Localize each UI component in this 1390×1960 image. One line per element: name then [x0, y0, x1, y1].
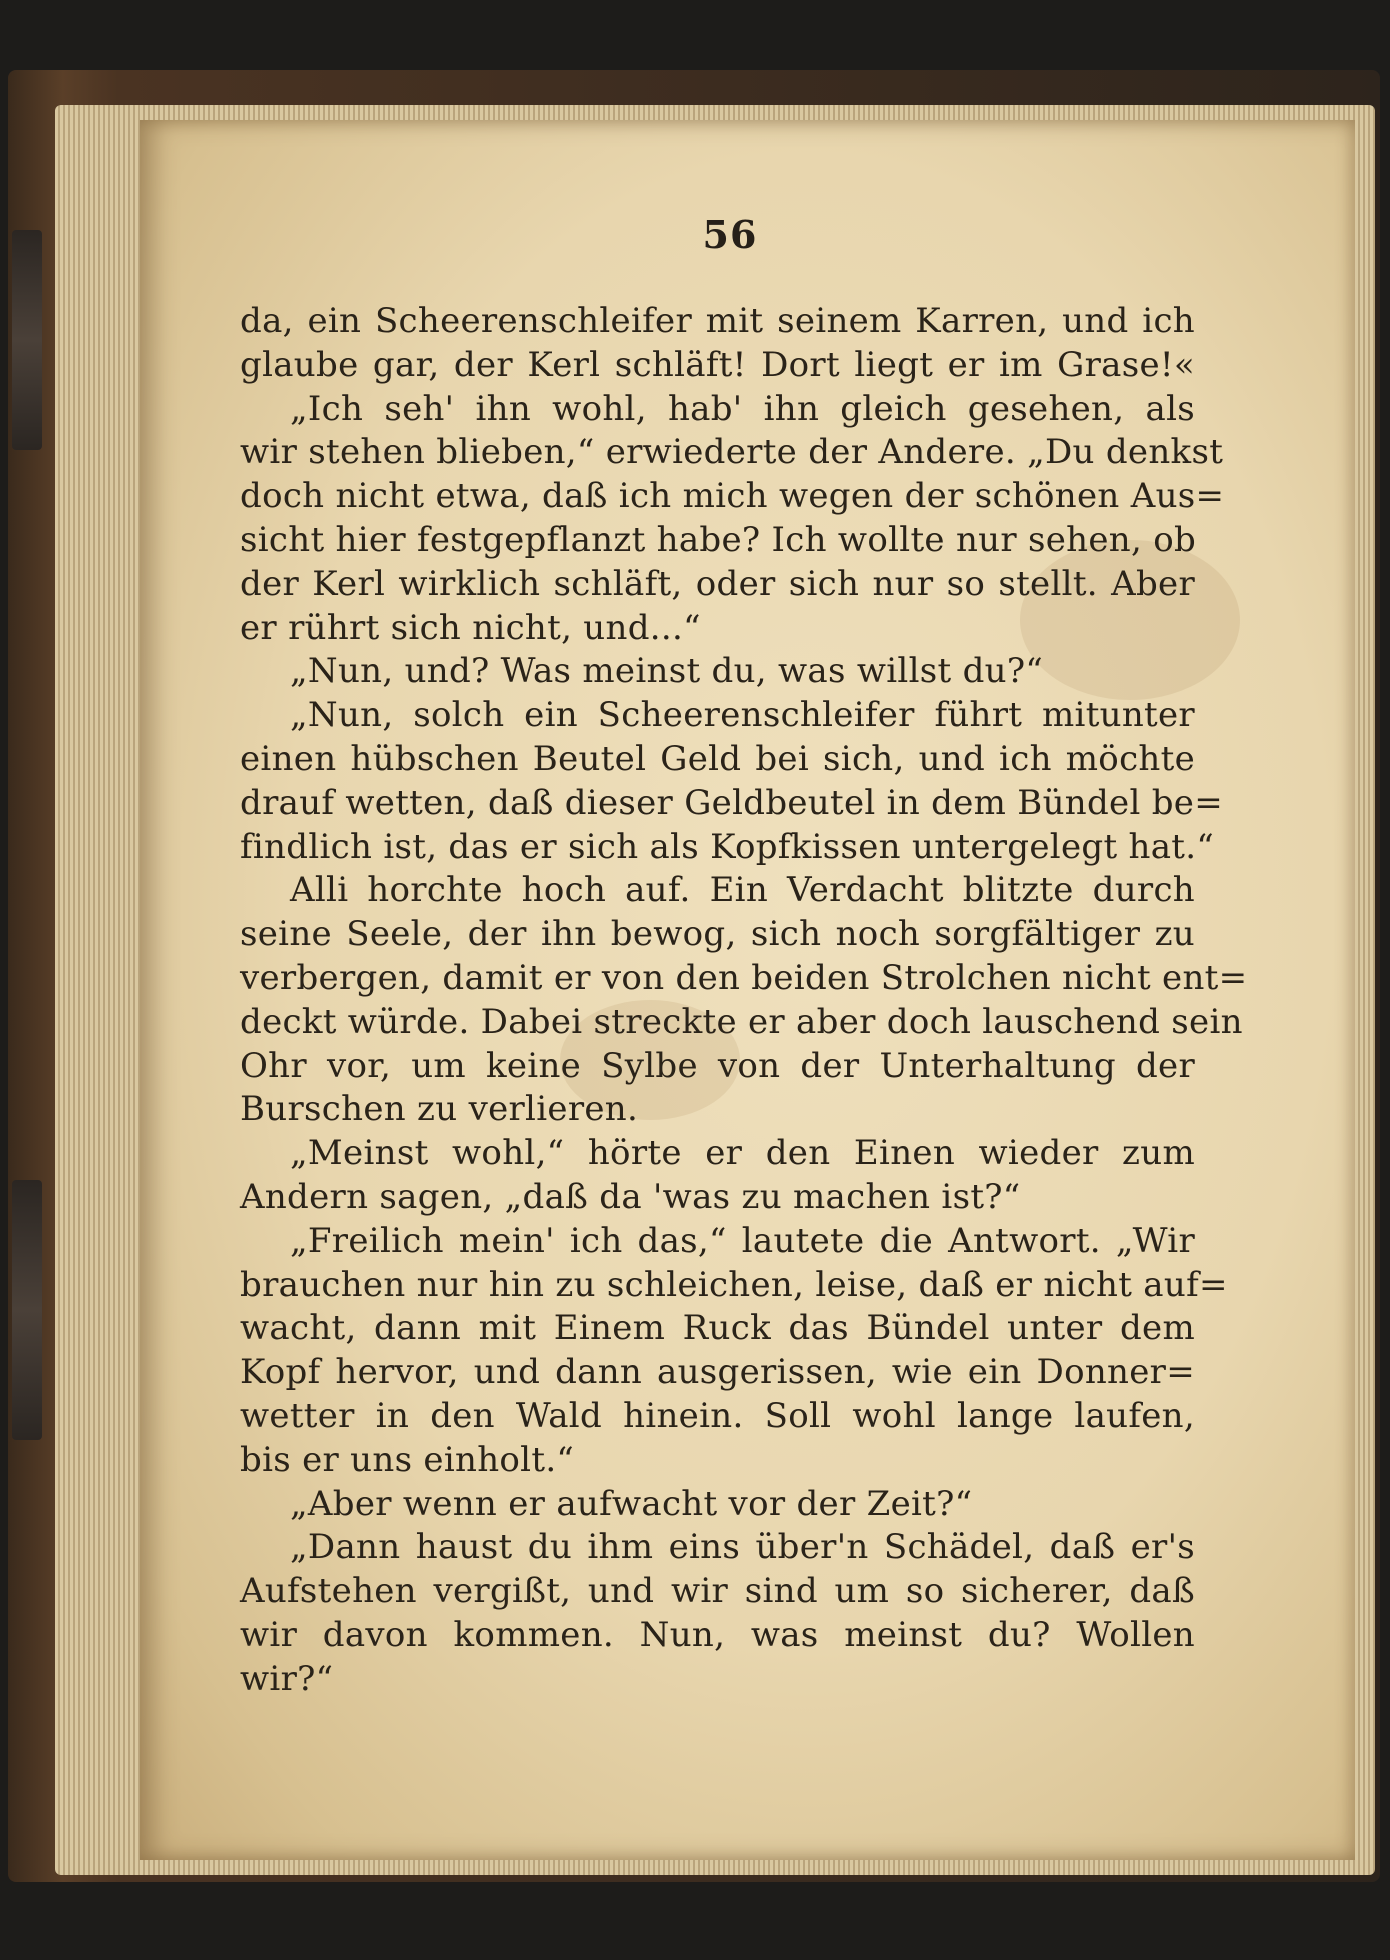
text-line: brauchen nur hin zu schleichen, leise, daß er nicht auf=: [240, 1264, 1228, 1305]
text-line: „Nun, und? Was meinst du, was willst du?“: [290, 651, 1044, 692]
text-line: „Aber wenn er aufwacht vor der Zeit?“: [290, 1483, 973, 1524]
text-line: Andern sagen, „daß da 'was zu machen ist?“: [240, 1176, 1021, 1217]
page-number: 56: [702, 212, 758, 257]
text-line: glaube gar, der Kerl schläft! Dort liegt er im Grase!«: [240, 344, 1195, 385]
text-line: verbergen, damit er von den beiden Strolchen nicht ent=: [240, 957, 1248, 998]
text-line: da, ein Scheerenschleifer mit seinem Karren, und ich: [240, 301, 1195, 341]
text-line: drauf wetten, daß dieser Geldbeutel in dem Bündel be=: [240, 782, 1224, 823]
text-line: einen hübschen Beutel Geld bei sich, und ich möchte: [240, 738, 1195, 779]
body-text: [240, 300, 1248, 1702]
text-line: der Kerl wirklich schläft, oder sich nur so stellt. Aber: [240, 563, 1195, 604]
text-line: Aufstehen vergißt, und wir sind um so sicherer, daß: [240, 1571, 1195, 1612]
text-line: er rührt sich nicht, und...“: [240, 607, 701, 648]
text-line: findlich ist, das er sich als Kopfkissen untergelegt hat.“: [240, 826, 1215, 867]
text-line: sicht hier festgepflanzt habe? Ich wollte nur sehen, ob: [240, 519, 1197, 560]
text-line: seine Seele, der ihn bewog, sich noch sorgfältiger zu: [240, 914, 1195, 955]
text-line: „Dann haust du ihm eins über'n Schädel, daß er's: [290, 1527, 1195, 1568]
cover-corner-band: [12, 1180, 42, 1440]
text-line: Burschen zu verlieren.: [240, 1089, 639, 1130]
text-line: wir davon kommen. Nun, was meinst du? Wollen: [240, 1614, 1195, 1655]
text-line: wir?“: [240, 1658, 334, 1699]
text-line: „Meinst wohl,“ hörte er den Einen wieder zum: [290, 1133, 1195, 1174]
text-line: wetter in den Wald hinein. Soll wohl lange laufen,: [240, 1395, 1195, 1436]
text-line: „Ich seh' ihn wohl, hab' ihn gleich gesehen, als: [290, 388, 1195, 429]
text-line: wir stehen blieben,“ erwiederte der Andere. „Du denkst: [240, 432, 1224, 473]
text-line: „Freilich mein' ich das,“ lautete die Antwort. „Wir: [290, 1220, 1195, 1261]
text-line: wacht, dann mit Einem Ruck das Bündel unter dem: [240, 1308, 1195, 1349]
text-line: deckt würde. Dabei streckte er aber doch lauschend sein: [240, 1001, 1243, 1042]
text-line: bis er uns einholt.“: [240, 1439, 575, 1480]
cover-corner-band: [12, 230, 42, 450]
text-line: „Nun, solch ein Scheerenschleifer führt mitunter: [290, 695, 1195, 736]
text-line: Kopf hervor, und dann ausgerissen, wie ein Donner=: [240, 1352, 1195, 1393]
text-line: Alli horchte hoch auf. Ein Verdacht blitzte durch: [290, 870, 1195, 911]
text-line: doch nicht etwa, daß ich mich wegen der schönen Aus=: [240, 476, 1225, 517]
text-line: Ohr vor, um keine Sylbe von der Unterhaltung der: [240, 1045, 1195, 1086]
